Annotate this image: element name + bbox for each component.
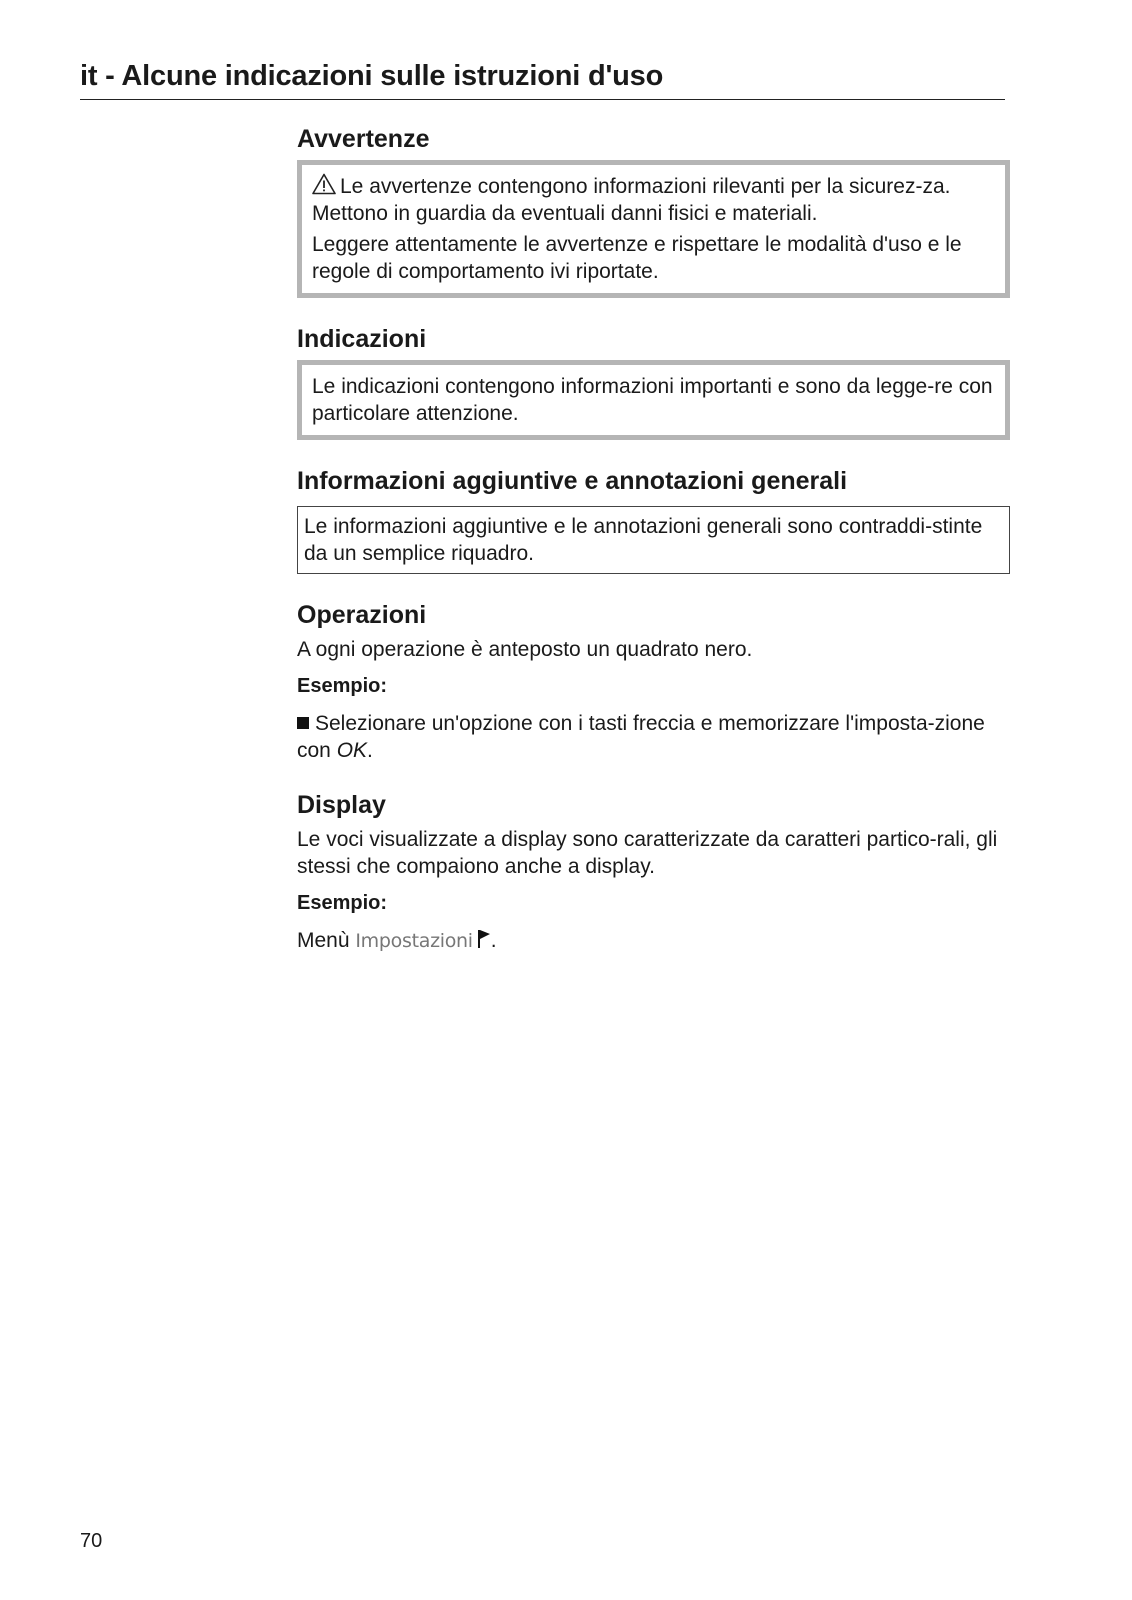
section-title: Display xyxy=(297,791,386,819)
note-box xyxy=(297,360,1010,440)
section-title: Indicazioni xyxy=(297,325,427,353)
info-box xyxy=(297,506,1010,574)
operation-example-end: . xyxy=(367,739,373,762)
display-example-end: . xyxy=(490,929,497,952)
operations-text: A ogni operazione è anteposto un quadrato nero. xyxy=(297,638,753,661)
info-text: Le informazioni aggiuntive e le annotazioni generali sono contraddi-stinte da un semplice riquadro. xyxy=(304,515,983,565)
flag-icon xyxy=(477,929,491,949)
section-additional-info xyxy=(297,466,1010,574)
section-operations xyxy=(297,600,1010,764)
display-example xyxy=(297,927,1010,955)
display-example-prefix: Menù xyxy=(297,929,350,952)
page-number: 70 xyxy=(80,1530,103,1552)
black-square-icon xyxy=(297,717,309,729)
warning-text-2: Leggere attentamente le avvertenze e rispettare le modalità d'uso e le regole di comportamento ivi riportate. xyxy=(312,233,962,283)
content xyxy=(297,124,1010,955)
operation-example xyxy=(297,710,1010,764)
page-header xyxy=(80,60,1005,100)
section-display xyxy=(297,790,1010,955)
section-title: Informazioni aggiuntive e annotazioni generali xyxy=(297,467,848,495)
section-title: Operazioni xyxy=(297,601,427,629)
operation-example-text: Selezionare un'opzione con i tasti freccia e memorizzare l'imposta-zione con xyxy=(297,712,985,762)
display-menu-text: Impostazioni xyxy=(355,930,473,952)
example-label: Esempio: xyxy=(297,892,388,914)
warning-box xyxy=(297,160,1010,298)
section-title: Avvertenze xyxy=(297,125,430,153)
section-warnings xyxy=(297,124,1010,298)
warning-triangle-icon xyxy=(312,173,336,195)
page-title: it - Alcune indicazioni sulle istruzioni d'uso xyxy=(80,60,664,92)
warning-text-1-label: Le avvertenze contengono informazioni rilevanti per la sicurez-za. Mettono in guardia da eventuali danni fisici e materiali. xyxy=(312,175,951,225)
note-text: Le indicazioni contengono informazioni importanti e sono da legge-re con particolare attenzione. xyxy=(312,375,993,425)
ok-key: OK xyxy=(336,739,368,762)
section-notes xyxy=(297,324,1010,440)
warning-text-1 xyxy=(312,173,995,227)
display-text-paragraph: Le voci visualizzate a display sono caratterizzate da caratteri partico-rali, gli stessi che compaiono anche a display. xyxy=(297,828,998,878)
example-label: Esempio: xyxy=(297,675,388,697)
